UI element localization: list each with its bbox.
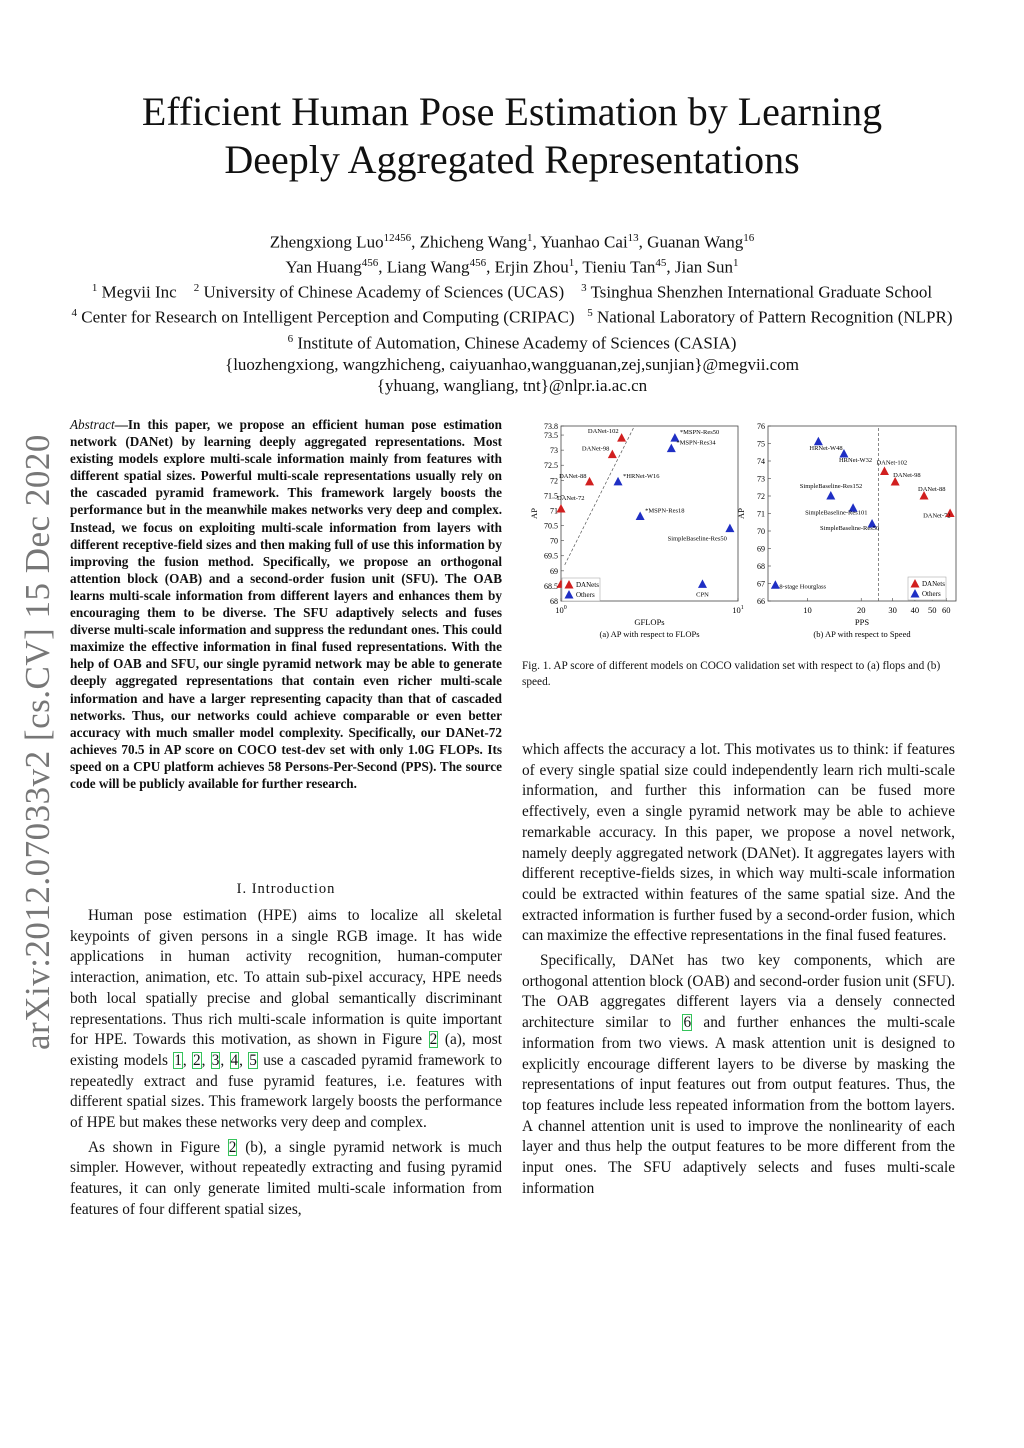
arxiv-identifier: arXiv:2012.07033v2 [cs.CV] 15 Dec 2020 [18,434,57,1050]
data-label: SimpleBaseline-Res101 [805,509,868,517]
data-label: SimpleBaseline-Res50 [820,525,880,532]
data-label: *HRNet-W16 [623,472,660,480]
chart-ap-vs-flops [520,416,744,644]
email-line-1: {luozhengxiong, wangzhicheng, caiyuanhao,wangguanan,zej,sunjian}@megvii.com [225,354,799,374]
y-tick-label: 67 [757,579,765,589]
y-tick-label: 70 [550,536,558,546]
affiliation-line-3: $^6$ Institute of Automation, Chinese Academy of Sciences (CASIA) [287,332,737,353]
reference-link[interactable]: 3 [211,1051,220,1069]
abstract-text: In this paper, we propose an efficient human pose estimation network (DANet) by learning deeply aggregated representations. Most existing models explore multi-scale information mainly from features with different spatial sizes. Powerful multi-scale representations usually rely on the cascaded pyramid framework. This framework largely boosts the performance but in the meanwhile makes networks very deep and complex. Instead, we focus on exploiting multi-scale information from layers with different receptive-field sizes and then making full of use this information by improving the fusion method. Specifically, we propose an orthogonal attention block (OAB) and a second-order fusion unit (SFU). The OAB learns multi-scale information from different layers and enhances them by encouraging them to be diverse. The SFU adaptively selects and fuses diverse multi-scale information and suppress the redundant ones. This could maximize the effective information in final fused representations. With the help of OAB and SFU, our single pyramid network may be able to generate deeply aggregated representations that contain even richer multi-scale information and have a larger representing capacity than that of cascaded networks. Thus, our networks could achieve comparable or even better accuracy with much smaller model complexity. Specifically, our DANet-72 achieves 70.5 in AP score on COCO test-dev set with only 1.0G FLOPs. Its speed on a CPU platform achieves 58 Persons-Per-Second (PPS). The source code will be publicly available for further research. [70,417,502,791]
paper-title [0,88,1024,184]
y-tick-label: 70.5 [544,521,558,531]
reference-link[interactable]: 4 [230,1051,239,1069]
y-tick-label: 68 [550,597,558,606]
author-line-2: Yan Huang$^{456}$, Liang Wang$^{456}$, Erjin Zhou$^1$, Tieniu Tan$^{45}$, Jian Sun$^1$ [285,257,739,277]
data-label: *MSPN-Res50 [679,429,720,437]
data-label: *MSPN-Res34 [676,439,716,447]
x-axis-label: PPS [854,617,870,627]
paragraph: As shown in Figure 2 (b), a single pyramid network is much simpler. However, without repeatedly extracting and fusing pyramid features, it can only generate limited multi-scale information from features of four different spatial sizes, [70,1138,502,1218]
chart-ap-vs-speed [738,416,960,644]
data-label: DANet-102 [587,428,619,436]
x-tick-label: 40 [910,605,920,615]
y-tick-label: 75 [757,439,765,449]
y-tick-label: 73.5 [544,431,558,441]
legend-entry: Others [922,590,941,598]
reference-link[interactable]: 2 [192,1051,201,1069]
chart-title: (b) AP with respect to Speed [813,629,911,639]
intro-left-column [70,906,502,1221]
author-line-1: Zhengxiong Luo$^{12456}$, Zhicheng Wang$^1$, Yuanhao Cai$^{13}$, Guanan Wang$^{16}$ [269,232,755,252]
data-label: DANet-102 [876,459,908,467]
paragraph: which affects the accuracy a lot. This motivates us to think: if features of every single spatial size could independently learn rich multi-scale information, and further this information can be fused more effectively, even a single pyramid network may be able to achieve remarkable accuracy. In this paper, we propose a novel network, namely deeply aggregated network (DANet). It aggregates layers with different receptive-fields sizes, in which way multi-scale information could be extracted within features of the same spatial size. And the extracted information is further fused by a second-order fusion, which can maximize the effective representations in the final fused features. [522,741,955,945]
y-tick-label: 72 [550,476,558,486]
reference-link[interactable]: 1 [174,1051,182,1069]
data-point [667,444,676,453]
data-point [880,467,889,476]
intro-right-column [522,740,955,1199]
y-tick-label: 69 [757,544,765,554]
data-label: HRNet-W32 [838,457,873,464]
data-point [826,491,835,500]
legend-entry: DANets [576,581,599,589]
data-label: CPN [696,591,709,599]
data-label: DANet-72 [557,494,585,502]
data-label: *MSPN-Res18 [645,507,685,515]
data-label: SimpleBaseline-Res152 [799,483,863,490]
y-axis-label: AP [529,508,539,519]
y-tick-label: 69 [550,566,558,576]
section-heading: I. Introduction [236,881,336,897]
data-label: DANet-88 [559,472,587,480]
y-tick-label: 73 [757,474,765,484]
y-tick-label: 71.5 [544,491,558,501]
y-tick-label: 71 [550,506,558,516]
y-tick-label: 73.8 [544,422,558,431]
y-tick-label: 76 [757,422,765,431]
title-line-1: Efficient Human Pose Estimation by Learning [141,89,883,134]
y-tick-label: 68.5 [544,581,558,591]
data-point [725,524,734,533]
y-tick-label: 73 [550,446,558,456]
paragraph: Specifically, DANet has two key components, which are orthogonal attention block (OAB) and second-order fusion unit (SFU). The OAB aggregates different layers via a densely connected architecture similar to 6 and further enhances the multi-scale information from two views. A mask attention unit is designed to explicitly encourage different layers to be diverse by masking the representations of input features out from output features. Thus, the top features include less repeated information from the bottom layers. A channel attention unit is used to improve the nonlinearity of each layer and thus help the output features to be more different from the input ones. The SFU adaptively selects and fuses multi-scale information [522,952,955,1197]
x-tick-label: $10^0$ [555,605,567,615]
data-label: 8-stage Hourglass [779,583,827,591]
legend-entry: Others [576,591,595,599]
data-label: DANet-98 [893,472,921,479]
y-tick-label: 71 [757,509,765,519]
x-tick-label: 30 [888,605,897,615]
abstract: Abstract—In this paper, we propose an efficient human pose estimation network (DANet) by learning deeply aggregated representations. Most existing models explore multi-scale information mainly from features with different spatial sizes. Powerful multi-scale representations usually rely on the cascaded pyramid framework. This framework largely boosts the performance but in the meanwhile makes networks very deep and complex. Instead, we focus on exploiting multi-scale information from layers with different receptive-field sizes and then making full of use this information by improving the fusion method. Specifically, we propose an orthogonal attention block (OAB) and a second-order fusion unit (SFU). The OAB learns multi-scale information from different layers and enhances them by encouraging them to be diverse. The SFU adaptively selects and fuses diverse multi-scale information and suppress the redundant ones. This could maximize the effective information in final fused representations. With the help of OAB and SFU, our single pyramid network may be able to generate deeply aggregated representations that contain even richer multi-scale information and have a larger representing capacity than that of cascaded networks. Thus, our networks could achieve comparable or even better accuracy with much smaller model complexity. Specifically, our DANet-72 achieves 70.5 in AP score on COCO test-dev set with only 1.0G FLOPs. Its speed on a CPU platform achieves 58 Persons-Per-Second (PPS). The source code will be publicly available for further research. [70,417,502,791]
x-tick-label: 60 [942,605,951,615]
data-point [698,579,707,588]
data-label: DANet-88 [918,486,946,493]
data-label: HRNet-W48 [809,444,843,452]
reference-link[interactable]: 5 [249,1051,257,1069]
data-label: DANet-72 [923,512,951,520]
reference-link[interactable]: 2 [228,1138,237,1156]
affiliation-line-2: $^4$ Center for Research on Intelligent Perception and Computing (CRIPAC) $^5$ National Laboratory of Pattern Recognition (NLPR) [71,307,953,328]
author-block [0,228,1024,397]
data-point [636,512,645,520]
y-tick-label: 69.5 [544,551,558,561]
reference-link[interactable]: 6 [683,1014,692,1032]
y-tick-label: 74 [757,457,765,466]
email-line-2: {yhuang, wangliang, tnt}@nlpr.ia.ac.cn [376,376,648,396]
reference-link[interactable]: 2 [429,1031,438,1049]
abstract-label: Abstract [70,417,115,432]
x-tick-label: 50 [927,605,937,615]
title-line-2: Deeply Aggregated Representations [224,137,800,182]
x-tick-label: 10 [803,605,812,615]
data-label: DANet-98 [581,445,610,453]
y-tick-label: 72.5 [544,461,558,471]
y-tick-label: 68 [757,562,765,571]
affiliation-line-1: $^1$ Megvii Inc $^2$ University of Chinese Academy of Sciences (UCAS) $^3$ Tsinghua Shenzhen International Graduate School [91,282,933,302]
x-tick-label: $10^1$ [732,605,744,615]
chart-title: (a) AP with respect to FLOPs [599,629,700,639]
figure-caption: Fig. 1. AP score of different models on COCO validation set with respect to (a) flops and (b) speed. [522,660,941,688]
y-tick-label: 70 [757,527,765,536]
y-tick-label: 66 [757,597,765,606]
data-label: SimpleBaseline-Res50 [667,535,727,543]
x-tick-label: 20 [856,605,866,615]
legend-entry: DANets [922,580,945,588]
x-axis-label: GFLOPs [634,617,665,627]
y-axis-label: AP [736,508,746,519]
paragraph: Human pose estimation (HPE) aims to localize all skeletal keypoints of given persons in a single RGB image. It has wide applications in human activity recognition, human-computer interaction, animation, etc. To attain sub-pixel accuracy, HPE needs both local spatially precise and global semantically discriminant representations. Thus rich multi-scale information is quite important for HPE. Towards this motivation, as shown in Figure 2 (a), most existing models 1, 2, 3, 4, 5 use a cascaded pyramid framework to repeatedly extract and fuse pyramid features, i.e. features with different spatial sizes. This framework largely boosts the performance of HPE but makes these networks very deep and complex. [70,907,502,1132]
data-point [614,477,623,486]
y-tick-label: 72 [757,492,765,501]
